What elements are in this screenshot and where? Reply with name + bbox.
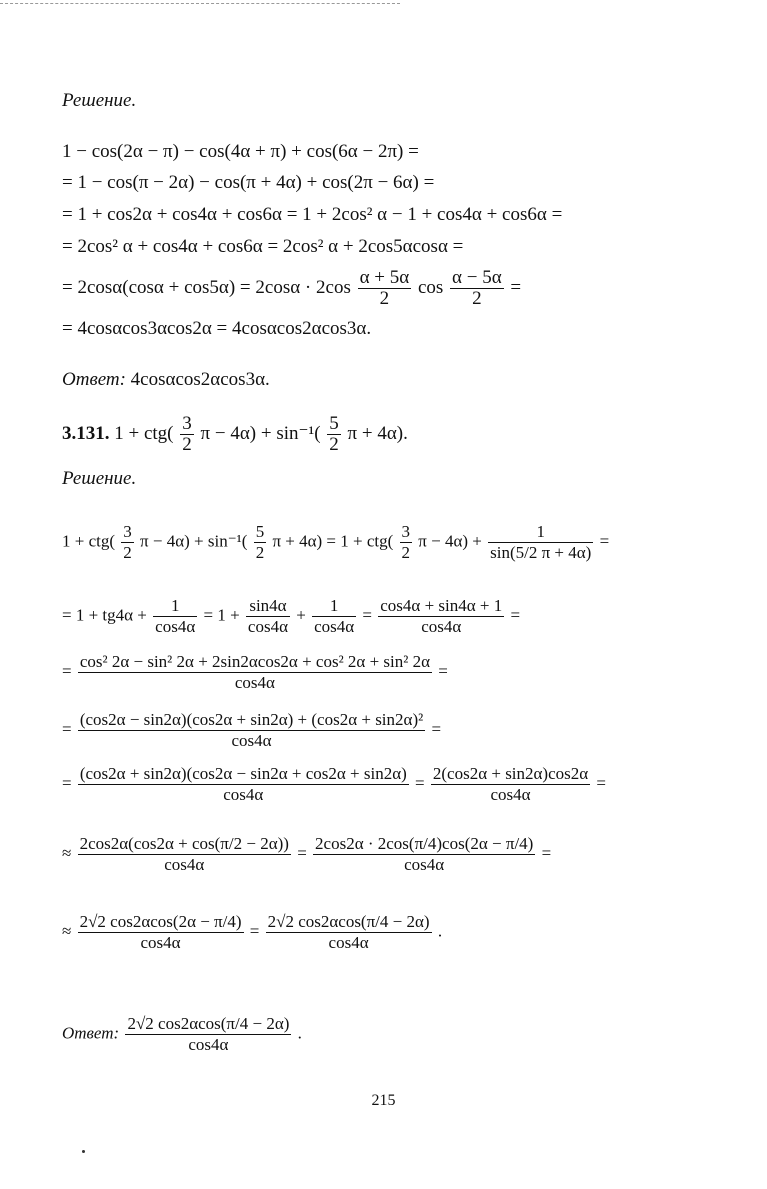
numerator: cos4α + sin4α + 1 [380, 596, 503, 615]
page-number: 215 [371, 1092, 396, 1109]
math-text: = [62, 661, 72, 681]
solution-heading: Решение. [62, 468, 137, 489]
fraction [266, 912, 432, 953]
math-text: = [599, 531, 610, 551]
numerator: cos² 2α − sin² 2α + 2sin2αcos2α + cos² 2α + sin² 2α [79, 652, 431, 671]
math-text: 1 + ctg( [62, 531, 116, 551]
answer-line [62, 369, 270, 391]
numerator: 3 [182, 413, 192, 434]
math-text: = [596, 773, 607, 793]
numerator: 5 [329, 413, 339, 434]
denominator: 2 [123, 543, 132, 562]
math-line [62, 710, 441, 751]
denominator: 2 [379, 288, 390, 309]
math-text: π − 4α) + [418, 531, 482, 551]
scan-top-edge [0, 3, 400, 5]
answer-line [62, 1014, 302, 1055]
math-line: = 1 + cos2α + cos4α + cos6α = 1 + 2cos² α − 1 + cos4α + cos6α = [62, 204, 563, 225]
math-text: π + 4α). [347, 422, 408, 444]
math-line [62, 764, 606, 805]
denominator: cos4α [155, 617, 196, 636]
math-text: cos [417, 276, 444, 298]
fraction [78, 652, 432, 693]
math-line [62, 652, 448, 693]
period: . [437, 921, 443, 941]
math-line: = 2cos² α + cos4α + cos6α = 2cos² α + 2cos5αcosα = [62, 236, 464, 257]
denominator: cos4α [223, 785, 264, 804]
fraction [121, 522, 134, 563]
math-text: = [62, 719, 72, 739]
fraction [78, 834, 291, 875]
denominator: sin(5/2 π + 4α) [490, 543, 592, 562]
numerator: 3 [401, 522, 411, 541]
answer-label: Ответ: [62, 369, 126, 390]
fraction [327, 414, 341, 455]
denominator: cos4α [188, 1035, 229, 1054]
fraction [180, 414, 194, 455]
math-text: 1 + ctg( [114, 422, 174, 444]
math-line [62, 596, 520, 637]
numerator: 1 [488, 522, 593, 543]
solution-heading: Решение. [62, 90, 137, 111]
math-text: = [541, 843, 552, 863]
fraction [378, 596, 504, 637]
fraction [78, 912, 244, 953]
numerator: 3 [123, 522, 132, 541]
problem-number: 3.131. [62, 422, 110, 444]
numerator: α − 5α [452, 267, 502, 288]
denominator: cos4α [404, 855, 445, 874]
fraction [400, 522, 413, 563]
numerator: 2√2 cos2αcos(π/4 − 2α) [127, 1014, 290, 1033]
numerator: (cos2α + sin2α)(cos2α − sin2α + cos2α + sin2α) [79, 764, 407, 783]
numerator: 2cos2α · 2cos(π/4)cos(2α − π/4) [315, 834, 534, 853]
denominator: cos4α [490, 785, 531, 804]
math-line [62, 912, 442, 953]
scan-speck [82, 1150, 85, 1153]
denominator: 2 [182, 434, 192, 455]
math-line: = 4cosαcos3αcos2α = 4cosαcos2αcos3α. [62, 318, 372, 339]
fraction [246, 596, 290, 637]
math-text: π − 4α) + sin⁻¹( [140, 531, 248, 551]
math-line [62, 268, 521, 309]
math-text: π + 4α) = 1 + ctg( [272, 531, 394, 551]
denominator: cos4α [328, 933, 369, 952]
math-text: ≈ [62, 921, 72, 941]
denominator: 2 [329, 434, 339, 455]
numerator: 1 [312, 596, 356, 617]
denominator: cos4α [231, 731, 272, 750]
fraction [78, 710, 425, 751]
fraction [153, 596, 197, 637]
math-line: = 1 − cos(π − 2α) − cos(π + 4α) + cos(2π − 6α) = [62, 172, 435, 193]
answer-label: Ответ: [62, 1023, 120, 1043]
math-text: = 1 + tg4α + [62, 605, 147, 625]
math-text: = [510, 276, 522, 298]
math-text: = [362, 605, 373, 625]
denominator: 2 [472, 288, 482, 309]
fraction [488, 522, 593, 563]
fraction [312, 596, 356, 637]
math-text: π − 4α) + sin⁻¹( [200, 422, 321, 444]
math-text: = 1 + [203, 605, 240, 625]
math-line [62, 522, 609, 563]
math-text: = [62, 773, 72, 793]
fraction [254, 522, 267, 563]
math-text: = [438, 661, 448, 681]
numerator: (cos2α − sin2α)(cos2α + sin2α) + (cos2α + sin2α)² [79, 710, 424, 729]
numerator: 2cos2α(cos2α + cos(π/2 − 2α)) [79, 834, 289, 853]
denominator: cos4α [234, 673, 275, 692]
denominator: cos4α [140, 933, 181, 952]
fraction [450, 268, 504, 309]
period: . [297, 1023, 302, 1043]
math-text: = [415, 773, 425, 793]
fraction [78, 764, 409, 805]
math-line: 1 − cos(2α − π) − cos(4α + π) + cos(6α − 2π) = [62, 141, 419, 162]
math-text: = [297, 843, 307, 863]
denominator: 2 [401, 543, 411, 562]
fraction [125, 1014, 291, 1055]
math-text: + [296, 605, 306, 625]
fraction [431, 764, 590, 805]
problem-line [62, 414, 408, 455]
math-text: ≈ [62, 843, 72, 863]
denominator: cos4α [164, 855, 205, 874]
math-text: = [510, 605, 521, 625]
math-text: = 2cosα(cosα + cos5α) = 2cosα · 2cos [62, 276, 351, 298]
numerator: 2(cos2α + sin2α)cos2α [432, 764, 589, 783]
numerator: 1 [153, 596, 197, 617]
denominator: 2 [255, 543, 265, 562]
math-line [62, 834, 551, 875]
fraction [358, 268, 412, 309]
numerator: sin4α [246, 596, 290, 617]
answer-value: 4cosαcos2αcos3α. [130, 369, 270, 390]
denominator: cos4α [421, 617, 462, 636]
numerator: 2√2 cos2αcos(2α − π/4) [79, 912, 242, 931]
numerator: α + 5α [359, 267, 410, 288]
numerator: 2√2 cos2αcos(π/4 − 2α) [267, 912, 430, 931]
denominator: cos4α [247, 617, 288, 636]
fraction [313, 834, 535, 875]
numerator: 5 [255, 522, 265, 541]
math-text: = [249, 921, 260, 941]
math-text: = [431, 719, 442, 739]
denominator: cos4α [314, 617, 355, 636]
